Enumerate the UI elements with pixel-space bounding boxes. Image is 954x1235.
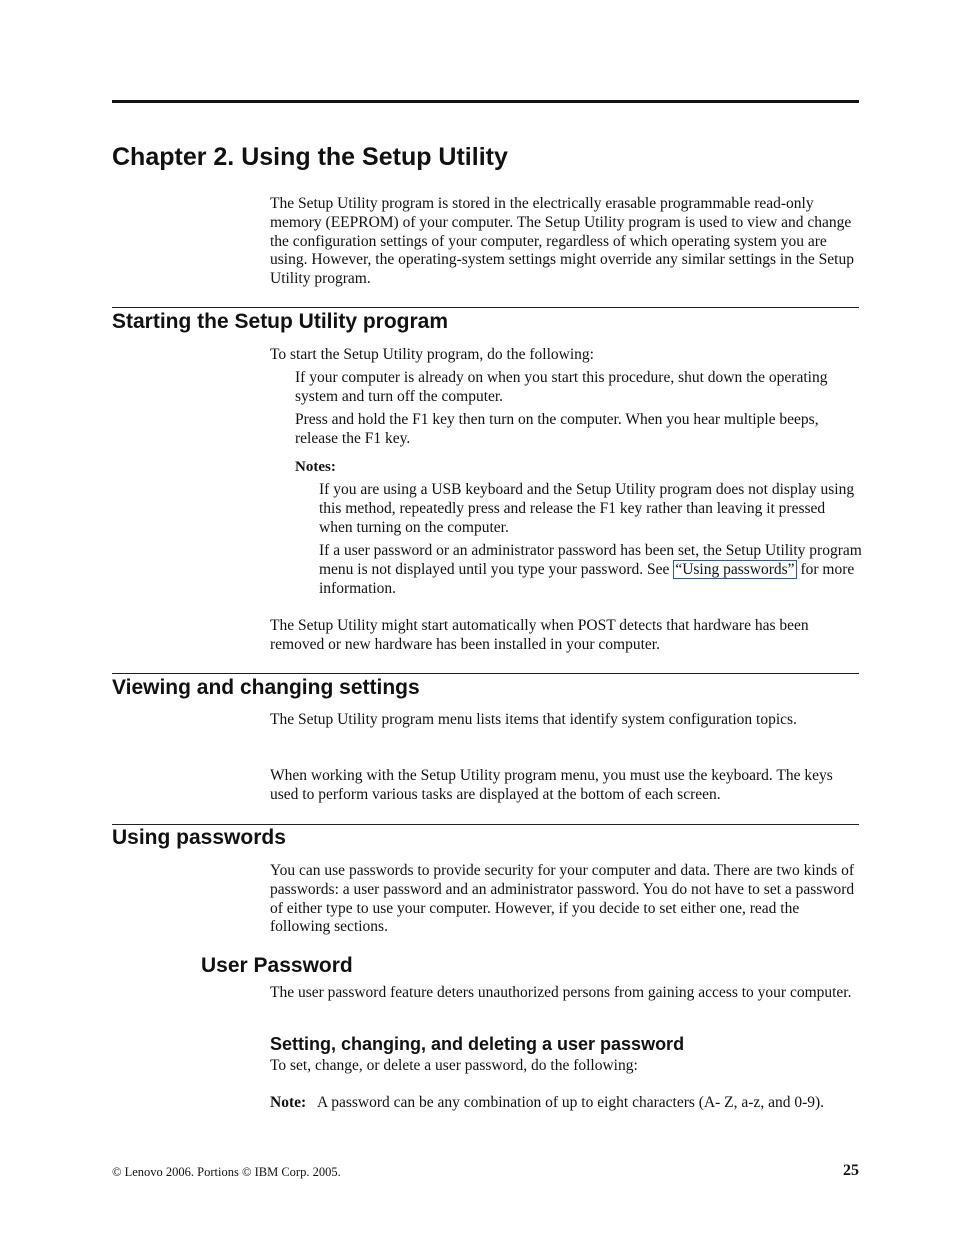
- note-2-suffix: for more information.: [319, 560, 855, 597]
- heading-using-passwords: Using passwords: [112, 826, 286, 849]
- user-password-para: The user password feature deters unauthorized persons from gaining access to your computer.: [270, 984, 852, 1001]
- top-rule: [112, 100, 859, 103]
- setting-lead: To set, change, or delete a user password, do the following:: [270, 1057, 638, 1074]
- heading-setting-user-password: Setting, changing, and deleting a user password: [270, 1034, 685, 1054]
- footer-copyright: © Lenovo 2006. Portions © IBM Corp. 2005.: [112, 1165, 341, 1179]
- starting-closing: The Setup Utility might start automatically when POST detects that hardware has been removed or new hardware has been installed in your computer.: [270, 617, 809, 653]
- viewing-para-2: When working with the Setup Utility program menu, you must use the keyboard. The keys used to perform various tasks are displayed at the bottom of each screen.: [270, 767, 833, 803]
- page-number: 25: [843, 1162, 859, 1179]
- starting-lead: To start the Setup Utility program, do the following:: [270, 346, 594, 363]
- notes-label: Notes:: [295, 459, 336, 475]
- viewing-para-1: The Setup Utility program menu lists items that identify system configuration topics.: [270, 711, 797, 728]
- heading-user-password: User Password: [201, 954, 353, 977]
- note-2: [319, 542, 862, 598]
- chapter-title: Chapter 2. Using the Setup Utility: [112, 143, 508, 171]
- heading-viewing-settings: Viewing and changing settings: [112, 676, 420, 699]
- section-rule: [112, 824, 859, 825]
- note-1: If you are using a USB keyboard and the Setup Utility program does not display using this method, repeatedly press and release the F1 key rather than leaving it pressed when turning on the computer.: [319, 481, 855, 536]
- step-1: If your computer is already on when you start this procedure, shut down the operating system and turn off the computer.: [295, 369, 828, 405]
- intro-paragraph: The Setup Utility program is stored in the electrically erasable programmable read-only memory (EEPROM) of your computer. The Setup Utility program is used to view and change the configuration settings of your computer, regardless of which operating system you are using. However, the operating-system settings might override any similar settings in the Setup Utility program.: [270, 195, 854, 288]
- note-2-prefix: If a user password or an administrator password has been set, the Setup Utility program menu is not displayed until you type your password. See: [319, 542, 862, 578]
- heading-starting-setup: Starting the Setup Utility program: [112, 310, 449, 333]
- using-passwords-link[interactable]: “Using passwords”: [675, 560, 795, 578]
- note-text: A password can be any combination of up to eight characters (A- Z, a-z, and 0-9).: [317, 1094, 825, 1111]
- section-rule: [112, 307, 859, 308]
- passwords-para: You can use passwords to provide security for your computer and data. There are two kinds of passwords: a user password and an administrator password. You do not have to set a password of either type to use your computer. However, if you decide to set either one, read the following sections.: [270, 862, 855, 936]
- note-label: Note:: [270, 1094, 307, 1111]
- section-rule: [112, 673, 859, 674]
- step-2: Press and hold the F1 key then turn on the computer. When you hear multiple beeps, release the F1 key.: [295, 411, 819, 447]
